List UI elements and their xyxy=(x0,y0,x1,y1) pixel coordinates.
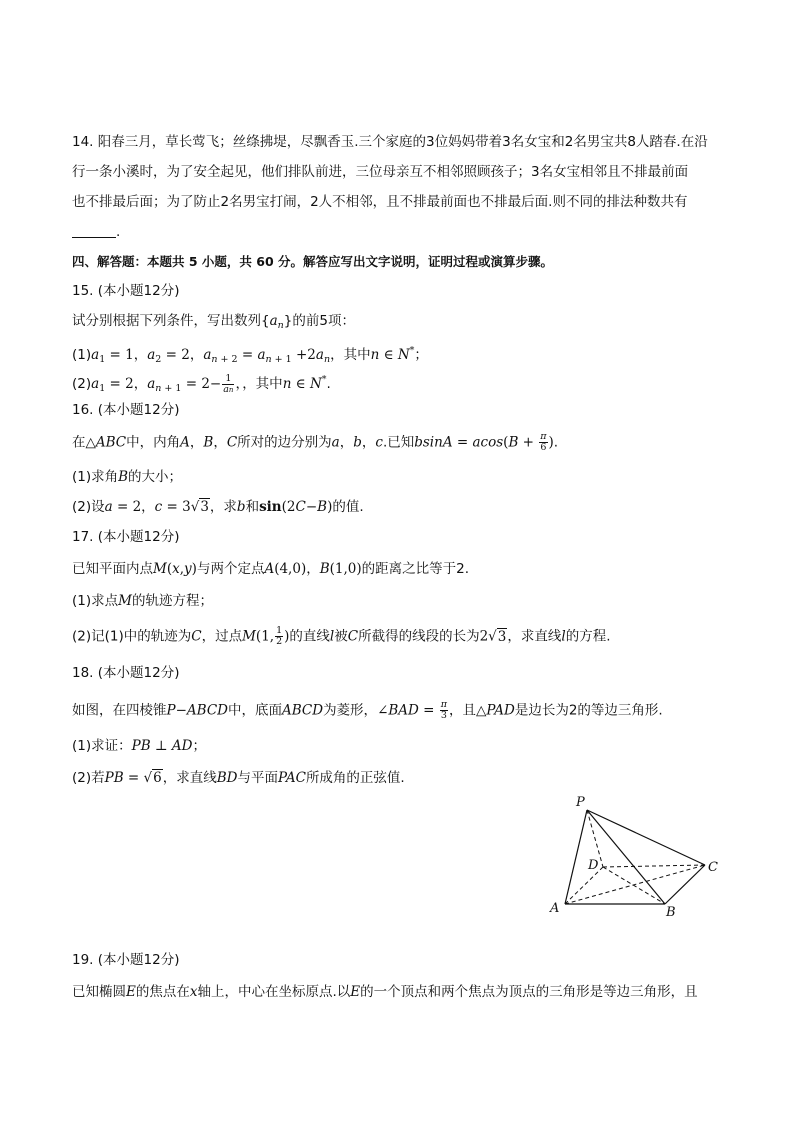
q18-part-2: (2)若PB = √6，求直线BD与平面PAC所成角的正弦值. xyxy=(72,770,405,786)
q17-part-1: (1)求点M的轨迹方程； xyxy=(72,593,213,609)
q14-answer-line: . xyxy=(72,222,728,242)
edge-AC xyxy=(565,865,705,904)
q17-head: 17. (本小题12分) xyxy=(72,529,180,545)
q17-stem: 已知平面内点M(x,y)与两个定点A(4,0)，B(1,0)的距离之比等于2. xyxy=(72,561,470,577)
edge-DB xyxy=(603,867,665,904)
label-A: A xyxy=(550,901,560,916)
pyramid-diagram xyxy=(540,790,725,920)
q18-head: 18. (本小题12分) xyxy=(72,665,180,681)
section-title: 四、解答题：本题共 5 小题，共 60 分。解答应写出文字说明，证明过程或演算步骤。 xyxy=(72,254,554,269)
q16-part-2: (2)设a = 2，c = 3√3，求b和sin(2C−B)的值. xyxy=(72,499,364,515)
q19-stem: 已知椭圆E的焦点在x轴上，中心在坐标原点.以E的一个顶点和两个焦点为顶点的三角形是等边三角形，且 xyxy=(72,984,698,1000)
answer-blank[interactable] xyxy=(72,223,116,238)
q19-head: 19. (本小题12分) xyxy=(72,952,180,968)
q14-line-1: 14. 阳春三月，草长莺飞；丝绦拂堤，尽飘香玉.三个家庭的3位妈妈带着3名女宝和2名男宝共8人踏春.在沿 xyxy=(72,134,708,150)
q16-head: 16. (本小题12分) xyxy=(72,402,180,418)
q17-part-2: (2)记(1)中的轨迹为C，过点M(1, $\frac{1}{2}$ )的直线l被C所截得的线段的长为2√3，求直线l的方程. xyxy=(72,625,611,647)
edge-DC xyxy=(603,865,705,867)
label-C: C xyxy=(708,860,718,875)
edge-PA xyxy=(565,810,587,904)
q14-line-2: 行一条小溪时，为了安全起见，他们排队前进，三位母亲互不相邻照顾孩子；3名女宝相邻且不排最前面 xyxy=(72,164,689,180)
label-B: B xyxy=(666,905,676,920)
q15-intro: 试分别根据下列条件，写出数列$\{a_n\}$的前5项： xyxy=(72,313,355,331)
q16-stem: 在△ABC中，内角A，B，C所对的边分别为a，b，c.已知bsinA = acos(B + $\frac{\pi}{6}$ ). xyxy=(72,431,559,453)
edge-PC xyxy=(587,810,705,865)
q16-part-1: (1)求角B的大小； xyxy=(72,469,183,485)
label-P: P xyxy=(576,795,585,810)
q18-part-1: (1)求证：PB ⊥ AD； xyxy=(72,738,206,754)
edge-BC xyxy=(665,865,705,904)
q15-head: 15. (本小题12分) xyxy=(72,283,180,299)
q14-line-3: 也不排最后面；为了防止2名男宝打闹，2人不相邻，且不排最前面也不排最后面.则不同的排法种数共有 xyxy=(72,194,688,210)
pyramid-figure xyxy=(540,790,725,920)
q15-part-2: $(2)a_1 = 2$，$a_{n + 1} = 2-$ $\frac{1}{an}$ ，，其中n ∈ N*. xyxy=(72,372,331,395)
label-D: D xyxy=(588,858,599,873)
q15-part-1: $(1)a_1 = 1$，$a_2 = 2$，$a_{n + 2} = a_{n + 1} +2a_n$，其中n ∈ N*； xyxy=(72,345,428,365)
q18-stem: 如图，在四棱锥P−ABCD中，底面ABCD为菱形，∠BAD = $\frac{\pi}{3}$ ，且△PAD是边长为2的等边三角形. xyxy=(72,699,663,721)
edge-PB xyxy=(587,810,665,904)
